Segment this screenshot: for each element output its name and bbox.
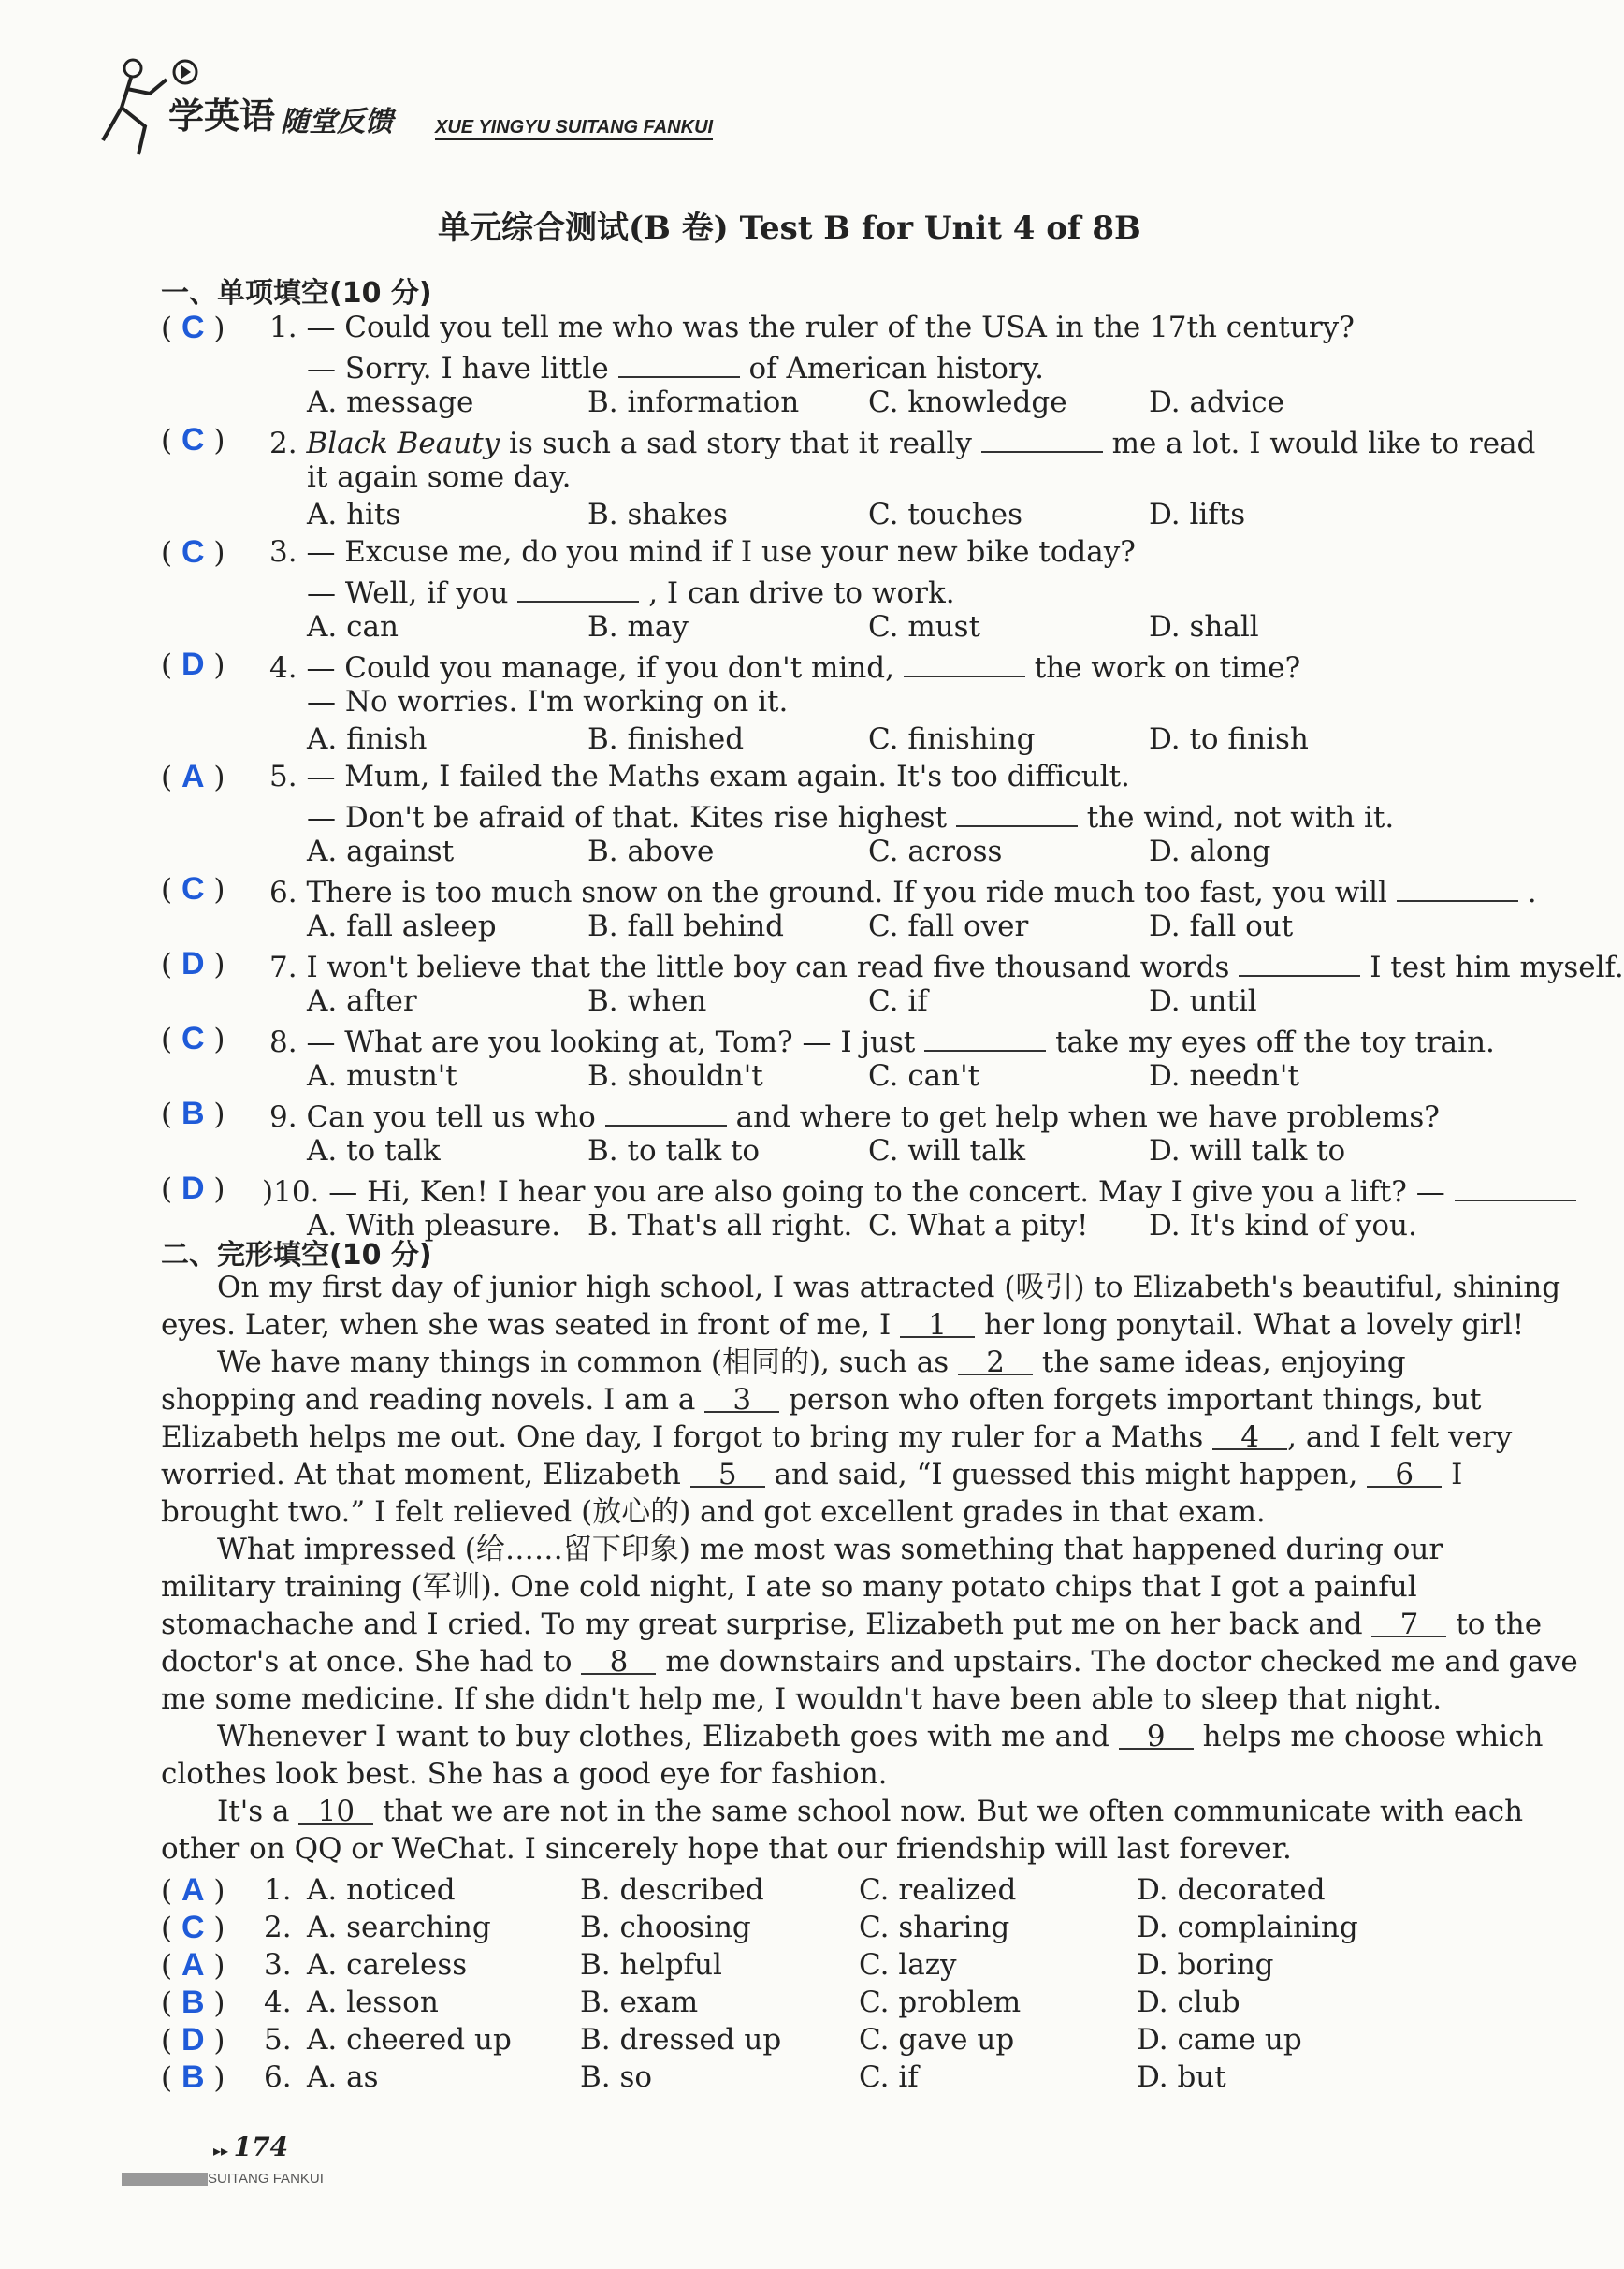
question-line2: it again some day. xyxy=(307,460,572,494)
passage-line: shopping and reading novels. I am a 3 person who often forgets important things, but xyxy=(161,1383,1482,1417)
option: D. until xyxy=(1149,984,1257,1018)
section2-heading: 二、完形填空(10 分) xyxy=(161,1239,432,1272)
option: D. boring xyxy=(1137,1948,1274,1982)
passage-line: doctor's at once. She had to 8 me downstairs and upstairs. The doctor checked me and gave xyxy=(161,1645,1578,1679)
answer-bracket: ( D ) xyxy=(161,1171,225,1206)
option: B. described xyxy=(580,1873,764,1907)
answer-bracket: ( C ) xyxy=(161,310,225,345)
passage-line: clothes look best. She has a good eye for fashion. xyxy=(161,1757,888,1791)
answer-blank xyxy=(1397,870,1518,902)
header-logo xyxy=(94,51,767,164)
answer-blank xyxy=(517,571,639,603)
passage-line: stomachache and I cried. To my great surprise, Elizabeth put me on her back and 7 to the xyxy=(161,1607,1543,1641)
option: B. shakes xyxy=(587,498,728,531)
question-stem: 9. Can you tell us who and where to get help when we have problems? xyxy=(269,1095,1440,1136)
item-number: 2. xyxy=(264,1911,292,1944)
answer-mark: C xyxy=(181,1021,205,1056)
option: A. after xyxy=(307,984,417,1018)
answer-bracket: ( D ) xyxy=(161,647,225,682)
answer-mark: C xyxy=(181,422,205,458)
option: B. choosing xyxy=(580,1911,751,1944)
page-number: ▸▸ 174 xyxy=(213,2131,289,2162)
answer-blank xyxy=(981,421,1103,453)
answer-blank xyxy=(904,646,1025,677)
option: C. must xyxy=(868,610,981,644)
answer-bracket: ( C ) xyxy=(161,1021,225,1056)
option: D. club xyxy=(1137,1985,1240,2019)
option: D. came up xyxy=(1137,2023,1302,2057)
blank-3: 3 xyxy=(704,1381,779,1413)
option: D. needn't xyxy=(1149,1059,1299,1093)
option: A. cheered up xyxy=(307,2023,512,2057)
answer-mark: C xyxy=(181,1910,205,1945)
option: A. fall asleep xyxy=(307,909,497,943)
answer-blank xyxy=(1239,945,1360,977)
passage-line: military training (军训). One cold night, I ate so many potato chips that I got a painful xyxy=(161,1570,1417,1604)
option: C. realized xyxy=(859,1873,1017,1907)
logo-english: XUE YINGYU SUITANG FANKUI xyxy=(435,117,713,140)
option: C. across xyxy=(868,835,1003,868)
passage-line: What impressed (给……留下印象) me most was something that happened during our xyxy=(217,1533,1443,1566)
option: D. It's kind of you. xyxy=(1149,1209,1417,1243)
blank-8: 8 xyxy=(581,1643,656,1675)
blank-7: 7 xyxy=(1371,1606,1446,1637)
logo-title: 学英语 xyxy=(168,95,276,137)
option: A. mustn't xyxy=(307,1059,457,1093)
answer-bracket: ( B ) xyxy=(161,2059,225,2095)
answer-bracket: ( C ) xyxy=(161,534,225,570)
blank-4: 4 xyxy=(1212,1418,1287,1450)
blank-6: 6 xyxy=(1367,1456,1442,1488)
question-line2: — Well, if you , I can drive to work. xyxy=(307,571,955,612)
option: C. knowledge xyxy=(868,385,1067,419)
answer-mark: B xyxy=(181,1096,205,1131)
question-stem: 6. There is too much snow on the ground. If you ride much too fast, you will . xyxy=(269,870,1537,911)
question-stem: 7. I won't believe that the little boy can read five thousand words I test him myself. xyxy=(269,945,1624,986)
question-line2: — No worries. I'm working on it. xyxy=(307,685,789,719)
answer-mark: D xyxy=(181,2022,205,2058)
question-stem: 2. Black Beauty is such a sad story that it really me a lot. I would like to read xyxy=(269,421,1535,462)
question-stem: 5. — Mum, I failed the Maths exam again. It's too difficult. xyxy=(269,760,1130,793)
option: C. sharing xyxy=(859,1911,1010,1944)
passage-line: On my first day of junior high school, I was attracted (吸引) to Elizabeth's beautiful, shining xyxy=(217,1271,1561,1304)
answer-bracket: ( B ) xyxy=(161,1985,225,2020)
option: A. message xyxy=(307,385,474,419)
answer-mark: B xyxy=(181,1985,205,2020)
question-stem: )10. — Hi, Ken! I hear you are also going to the concert. May I give you a lift? — xyxy=(262,1170,1576,1211)
arrow-icon: ▸▸ xyxy=(213,2142,234,2160)
answer-mark: A xyxy=(181,1872,205,1908)
answer-mark: D xyxy=(181,647,205,682)
option: B. may xyxy=(587,610,689,644)
option: D. but xyxy=(1137,2060,1226,2094)
option: D. complaining xyxy=(1137,1911,1358,1944)
option: B. to talk to xyxy=(587,1134,761,1168)
question-stem: 3. — Excuse me, do you mind if I use your new bike today? xyxy=(269,535,1136,569)
option: A. lesson xyxy=(307,1985,439,2019)
option: A. careless xyxy=(307,1948,468,1982)
option: D. lifts xyxy=(1149,498,1246,531)
option: A. can xyxy=(307,610,399,644)
option: B. fall behind xyxy=(587,909,785,943)
option: C. problem xyxy=(859,1985,1022,2019)
option: A. as xyxy=(307,2060,379,2094)
option: B. above xyxy=(587,835,715,868)
answer-mark: C xyxy=(181,871,205,907)
answer-bracket: ( D ) xyxy=(161,2022,225,2058)
page-title: 单元综合测试(B 卷) Test B for Unit 4 of 8B xyxy=(438,210,1141,247)
option: D. will talk to xyxy=(1149,1134,1346,1168)
passage-line: It's a 10 that we are not in the same school now. But we often communicate with each xyxy=(217,1795,1524,1828)
option: A. searching xyxy=(307,1911,491,1944)
answer-blank xyxy=(618,346,740,378)
question-stem: 1. — Could you tell me who was the ruler of the USA in the 17th century? xyxy=(269,311,1355,344)
passage-line: worried. At that moment, Elizabeth 5 and said, “I guessed this might happen, 6 I xyxy=(161,1458,1463,1491)
answer-bracket: ( A ) xyxy=(161,1947,225,1983)
footer-bar xyxy=(122,2173,208,2186)
logo-subtitle: 随堂反馈 xyxy=(281,106,393,138)
blank-10: 10 xyxy=(298,1793,373,1825)
option: D. advice xyxy=(1149,385,1284,419)
passage-line: me some medicine. If she didn't help me, I wouldn't have been able to sleep that night. xyxy=(161,1682,1443,1716)
option: A. finish xyxy=(307,722,428,756)
option: B. That's all right. xyxy=(587,1209,853,1243)
option: A. to talk xyxy=(307,1134,441,1168)
option: B. helpful xyxy=(580,1948,722,1982)
answer-bracket: ( C ) xyxy=(161,422,225,458)
option: D. shall xyxy=(1149,610,1259,644)
option: D. fall out xyxy=(1149,909,1294,943)
item-number: 4. xyxy=(264,1985,292,2019)
question-stem: 8. — What are you looking at, Tom? — I just take my eyes off the toy train. xyxy=(269,1020,1495,1061)
answer-mark: C xyxy=(181,534,205,570)
option: B. shouldn't xyxy=(587,1059,763,1093)
question-line2: — Sorry. I have little of American history. xyxy=(307,346,1044,387)
item-number: 6. xyxy=(264,2060,292,2094)
option: A. against xyxy=(307,835,455,868)
passage-line: brought two.” I felt relieved (放心的) and got excellent grades in that exam. xyxy=(161,1495,1266,1529)
answer-bracket: ( A ) xyxy=(161,759,225,794)
answer-bracket: ( D ) xyxy=(161,946,225,982)
option: B. exam xyxy=(580,1985,699,2019)
answer-blank xyxy=(605,1095,727,1127)
answer-mark: C xyxy=(181,310,205,345)
question-stem: 4. — Could you manage, if you don't mind, the work on time? xyxy=(269,646,1300,687)
option: D. along xyxy=(1149,835,1271,868)
answer-mark: D xyxy=(181,946,205,982)
passage-line: eyes. Later, when she was seated in front of me, I 1 her long ponytail. What a lovely girl! xyxy=(161,1308,1525,1342)
answer-bracket: ( A ) xyxy=(161,1872,225,1908)
option: D. decorated xyxy=(1137,1873,1326,1907)
answer-mark: D xyxy=(181,1171,205,1206)
option: C. lazy xyxy=(859,1948,957,1982)
answer-bracket: ( C ) xyxy=(161,871,225,907)
option: C. can't xyxy=(868,1059,980,1093)
option: C. gave up xyxy=(859,2023,1015,2057)
passage-line: We have many things in common (相同的), such as 2 the same ideas, enjoying xyxy=(217,1345,1406,1379)
option: C. if xyxy=(868,984,928,1018)
item-number: 3. xyxy=(264,1948,292,1982)
option: A. hits xyxy=(307,498,401,531)
option: B. when xyxy=(587,984,707,1018)
answer-blank xyxy=(956,795,1078,827)
option: B. finished xyxy=(587,722,745,756)
option: B. dressed up xyxy=(580,2023,782,2057)
option: C. will talk xyxy=(868,1134,1026,1168)
option: D. to finish xyxy=(1149,722,1309,756)
blank-9: 9 xyxy=(1119,1718,1194,1750)
option: B. information xyxy=(587,385,800,419)
answer-mark: B xyxy=(181,2059,205,2095)
blank-1: 1 xyxy=(900,1306,975,1338)
answer-mark: A xyxy=(181,759,205,794)
answer-bracket: ( B ) xyxy=(161,1096,225,1131)
answer-blank xyxy=(924,1020,1046,1052)
option: C. if xyxy=(859,2060,919,2094)
question-line2: — Don't be afraid of that. Kites rise highest the wind, not with it. xyxy=(307,795,1394,836)
item-number: 1. xyxy=(264,1873,292,1907)
passage-line: Elizabeth helps me out. One day, I forgot to bring my ruler for a Maths 4 , and I felt very xyxy=(161,1420,1513,1454)
option: A. With pleasure. xyxy=(307,1209,561,1243)
blank-2: 2 xyxy=(958,1344,1033,1375)
footer-tag: SUITANG FANKUI xyxy=(122,2171,324,2187)
blank-5: 5 xyxy=(690,1456,765,1488)
option: C. finishing xyxy=(868,722,1036,756)
answer-blank xyxy=(1455,1170,1576,1201)
passage-line: Whenever I want to buy clothes, Elizabeth goes with me and 9 helps me choose which xyxy=(217,1720,1544,1753)
answer-bracket: ( C ) xyxy=(161,1910,225,1945)
item-number: 5. xyxy=(264,2023,292,2057)
option: A. noticed xyxy=(307,1873,456,1907)
option: C. fall over xyxy=(868,909,1029,943)
option: C. What a pity! xyxy=(868,1209,1089,1243)
option: B. so xyxy=(580,2060,653,2094)
option: C. touches xyxy=(868,498,1022,531)
passage-line: other on QQ or WeChat. I sincerely hope that our friendship will last forever. xyxy=(161,1832,1292,1866)
section1-heading: 一、单项填空(10 分) xyxy=(161,277,432,310)
answer-mark: A xyxy=(181,1947,205,1983)
